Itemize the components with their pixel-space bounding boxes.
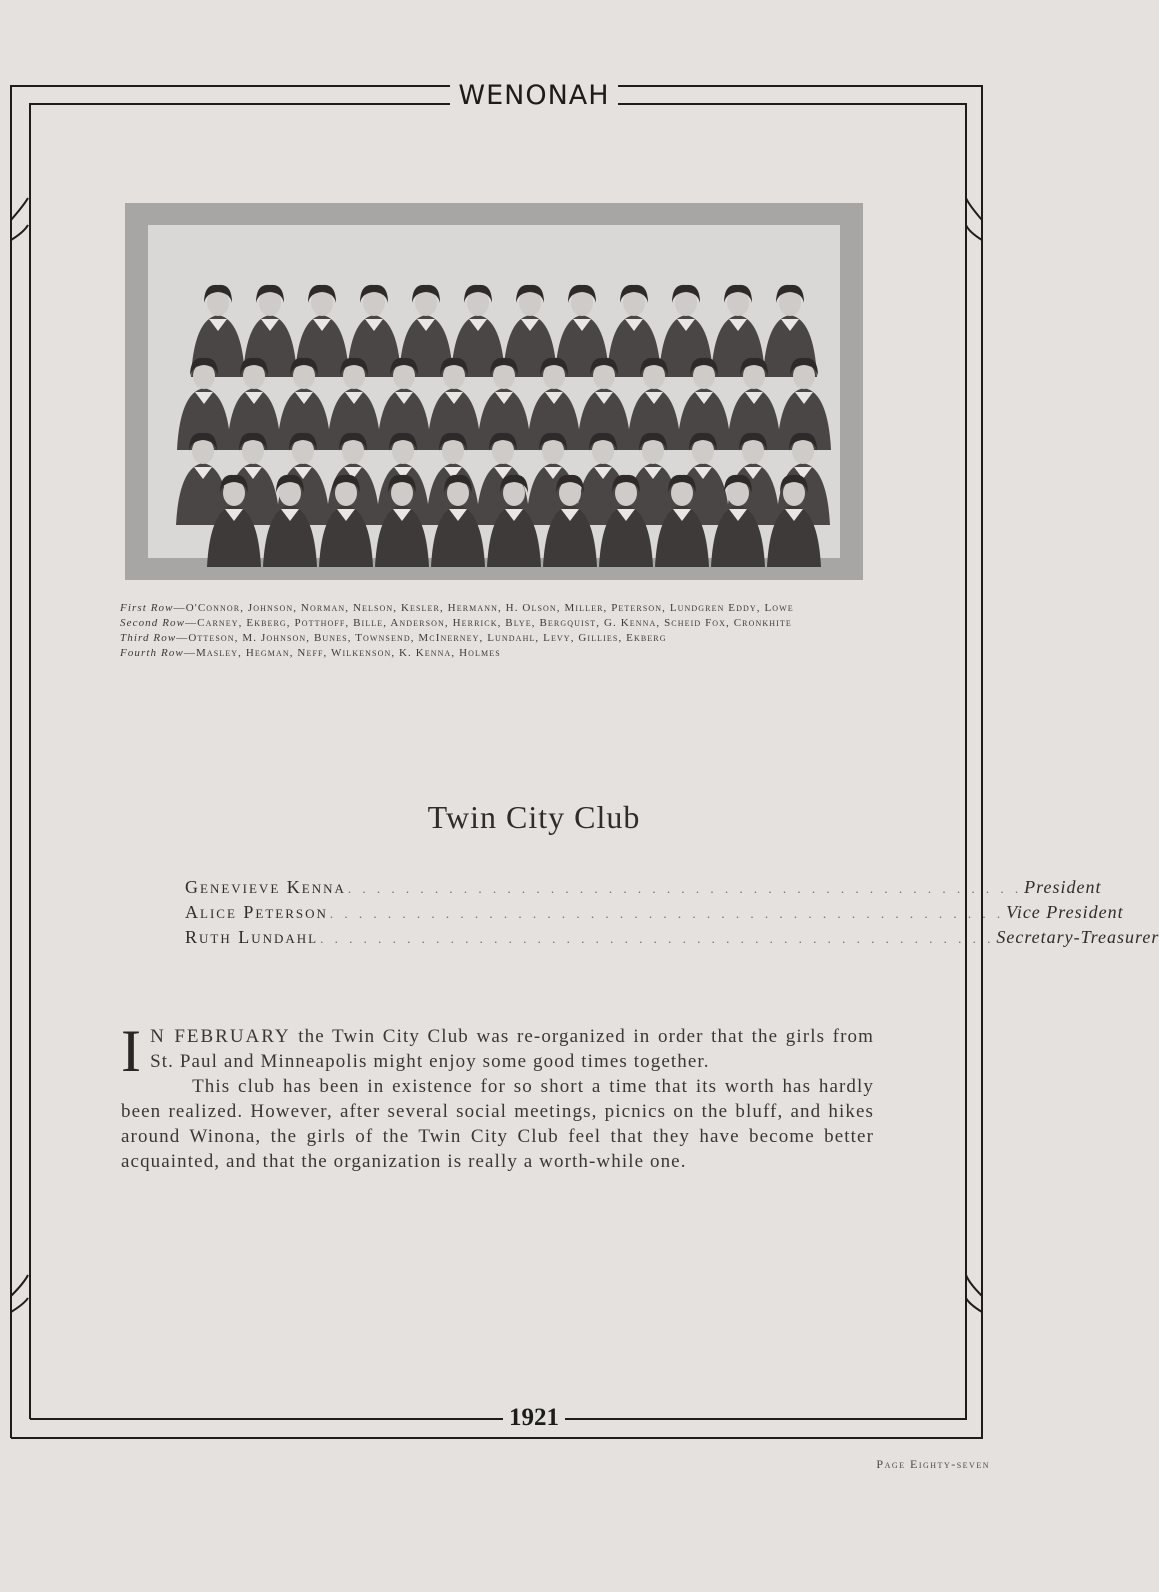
paragraph-1: I N FEBRUARY the Twin City Club was re-organized in order that the girls from St. Paul and Minneapolis might enjoy some good times together. [121,1018,875,1084]
photo-caption [120,601,876,661]
officer-role: President [1024,877,1102,897]
officer-vice-president [185,902,1124,926]
leader-dots: . . . . . . . . . . . . . . . . . . . . . . . . . . . . . . . . . . . . . . . . . . . . . . . [347,881,1023,896]
group-photo [125,203,863,580]
page-number: Page Eighty-seven [876,1457,990,1471]
leader-dots: . . . . . . . . . . . . . . . . . . . . . . . . . . . . . . . . . . . . . . . . . . . . . . . [320,931,995,946]
drop-cap: I [121,1018,143,1084]
officer-name: Ruth Lundahl [185,927,319,947]
paragraph-2: This club has been in existence for so short a time that its worth has hardly been realized. However, after several social meetings, picnics on the bluff, and hikes around Winona, the girls of the Twin City Club feel that they have become better acquainted, and that the organization is really a worth-while one. [121,1076,874,1172]
caption-row-3: Third Row—Otteson, M. Johnson, Bunes, Townsend, McInerney, Lundahl, Levy, Gillies, Ekberg [120,632,667,644]
caption-row-2: Second Row—Carney, Ekberg, Potthoff, Bille, Anderson, Herrick, Blye, Bergquist, G. Kenna, Scheid Fox, Cronkhite [120,617,792,629]
officer-name: Alice Peterson [185,902,328,922]
group-photo-image [148,225,840,558]
yearbook-title: WENONAH [0,82,1068,109]
caption-row-4: Fourth Row—Masley, Hegman, Neff, Wilkenson, K. Kenna, Holmes [120,647,501,659]
officer-role: Secretary-Treasurer [996,927,1159,947]
officer-president [185,877,1102,901]
caption-row-1: First Row—O'Connor, Johnson, Norman, Nelson, Kesler, Hermann, H. Olson, Miller, Peterson, Lundgren Eddy, Lowe [120,602,794,614]
officer-role: Vice President [1006,902,1124,922]
footer-year: 1921 [0,1405,1068,1430]
leader-dots: . . . . . . . . . . . . . . . . . . . . . . . . . . . . . . . . . . . . . . . . . . . . . . . [329,906,1005,921]
club-title: Twin City Club [427,799,641,835]
club-description [121,1018,875,1174]
officer-name: Genevieve Kenna [185,877,346,897]
officer-secretary-treasurer [185,927,1159,951]
